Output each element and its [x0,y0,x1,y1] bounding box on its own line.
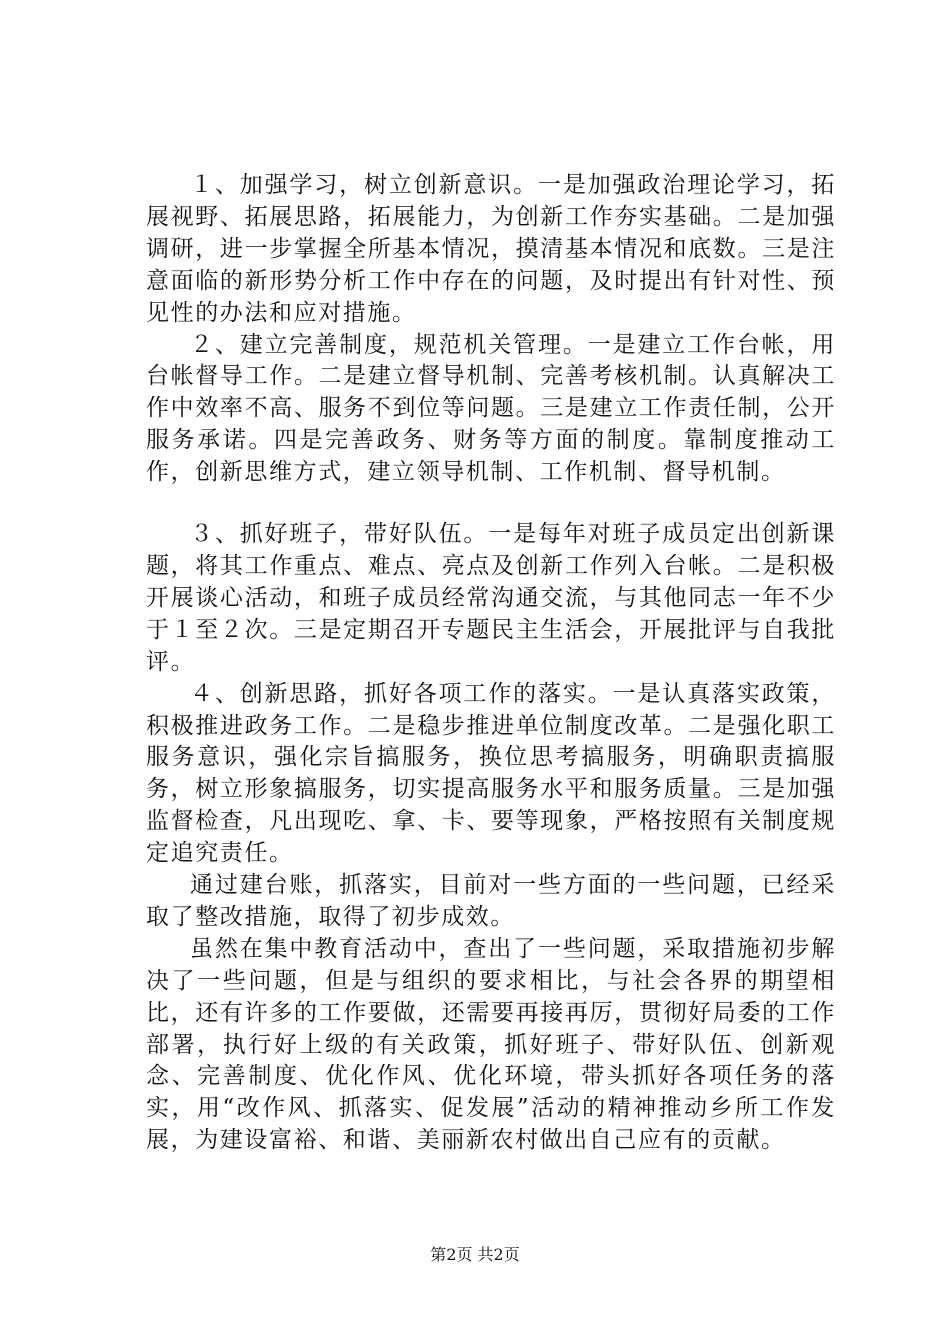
page-footer: 第2页 共2页 [430,1245,520,1264]
paragraph-5: 通过建台账，抓落实，目前对一些方面的一些问题，已经采取了整改措施，取得了初步成效。 [146,872,836,930]
paragraph-3: ３、抓好班子，带好队伍。一是每年对班子成员定出创新课题，将其工作重点、难点、亮点及创新工作列入台帐。二是积极开展谈心活动，和班子成员经常沟通交流，与其他同志一年不少于１至２次。三是定期召开专题民主生活会，开展批评与自我批评。 [146,521,836,675]
document-body [146,170,836,1157]
paragraph-4: ４、创新思路，抓好各项工作的落实。一是认真落实政策，积极推进政务工作。二是稳步推进单位制度改革。二是强化职工服务意识，强化宗旨搞服务，换位思考搞服务，明确职责搞服务，树立形象搞服务，切实提高服务水平和服务质量。三是加强监督检查，凡出现吃、拿、卡、要等现象，严格按照有关制度规定追究责任。 [146,680,836,867]
paragraph-2: ２、建立完善制度，规范机关管理。一是建立工作台帐，用台帐督导工作。二是建立督导机制、完善考核机制。认真解决工作中效率不高、服务不到位等问题。三是建立工作责任制，公开服务承诺。四是完善政务、财务等方面的制度。靠制度推动工作，创新思维方式，建立领导机制、工作机制、督导机制。 [146,331,836,486]
paragraph-1: １、加强学习，树立创新意识。一是加强政治理论学习，拓展视野、拓展思路，拓展能力，为创新工作夯实基础。二是加强调研，进一步掌握全所基本情况，摸清基本情况和底数。三是注意面临的新形势分析工作中存在的问题，及时提出有针对性、预见性的办法和应对措施。 [146,172,836,326]
paragraph-6: 虽然在集中教育活动中，查出了一些问题，采取措施初步解决了一些问题，但是与组织的要求相比，与社会各界的期望相比，还有许多的工作要做，还需要再接再厉，贯彻好局委的工作部署，执行好上级的有关政策，抓好班子、带好队伍、创新观念、完善制度、优化作风、优化环境，带头抓好各项任务的落实，用“改作风、抓落实、促发展”活动的精神推动乡所工作发展，为建设富裕、和谐、美丽新农村做出自己应有的贡献。 [146,935,836,1154]
